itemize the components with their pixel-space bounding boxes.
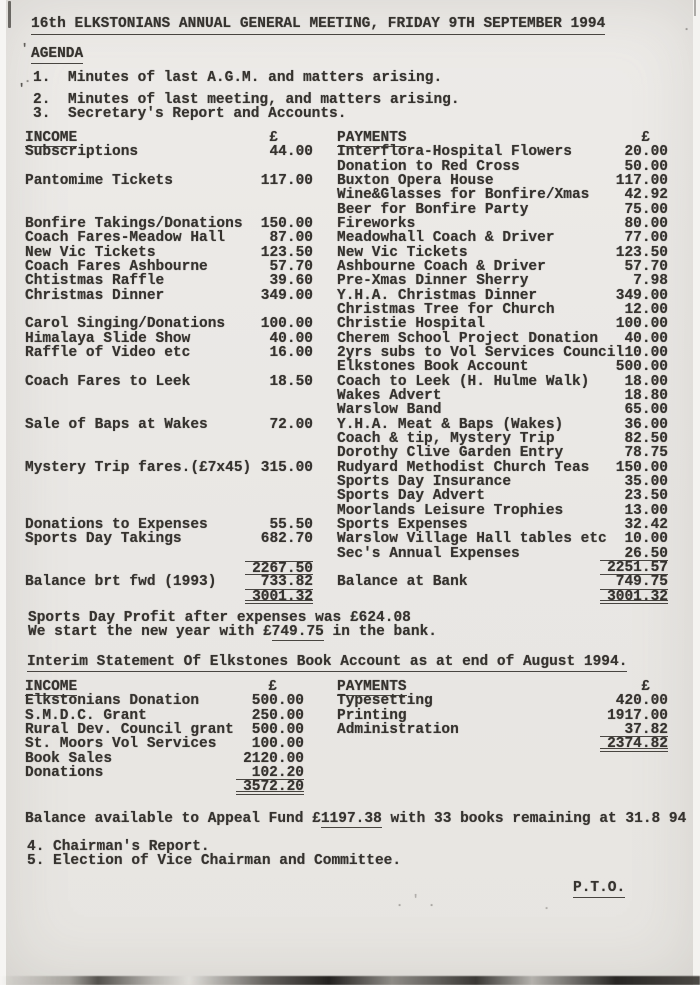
- payment-item-label: Ashbourne Coach & Driver: [337, 258, 546, 275]
- agenda-item-text: Minutes of last A.G.M. and matters arising.: [68, 70, 443, 86]
- income-item-amount: [245, 203, 313, 217]
- payment-item-label: New Vic Tickets: [337, 244, 468, 261]
- payment-item-amount: 7.98: [633, 273, 668, 290]
- scan-edge-right: [693, 0, 700, 985]
- scan-noise-mark: .: [683, 20, 691, 34]
- payment-item-amount: 1917.00: [607, 707, 668, 724]
- income-item-amount: 500.00: [251, 693, 304, 710]
- scan-noise-mark: ': [18, 82, 26, 96]
- income-heading: INCOME: [25, 679, 78, 695]
- income-item-amount: 55.50: [269, 516, 313, 533]
- ledger-row: [25, 547, 668, 561]
- agenda-item-number: 2.: [33, 91, 51, 108]
- payment-item-amount: 78.75: [624, 445, 668, 462]
- ledger-row: [25, 504, 668, 518]
- payment-item-amount: 65.00: [624, 402, 668, 419]
- payment-item-amount: [600, 780, 668, 794]
- payment-item-amount: 77.00: [624, 230, 668, 247]
- payment-item-label: Christmas Tree for Church: [337, 301, 555, 318]
- page-title: 16th ELKSTONIANS ANNUAL GENERAL MEETING, FRIDAY 9TH SEPTEMBER 1994: [31, 16, 605, 35]
- income-item-amount: 102.20: [236, 766, 304, 780]
- income-item-amount: [245, 360, 313, 374]
- payment-item-label: Interflora-Hospital Flowers: [337, 144, 572, 161]
- agenda-item-text: Secretary's Report and Accounts.: [68, 106, 347, 123]
- income-item-amount: 250.00: [251, 707, 304, 724]
- ledger-row: [25, 575, 668, 589]
- agenda-item-number: 5.: [27, 853, 45, 870]
- ledger-row: [25, 752, 668, 766]
- income-item-amount: 87.00: [269, 230, 313, 247]
- agenda-item-number: 3.: [33, 106, 51, 123]
- appeal-fund-balance-line: Balance available to Appeal Fund £1197.38 with 33 books remaining at 31.8 94: [25, 811, 687, 827]
- payment-item-label: Y.H.A. Meat & Baps (Wakes): [337, 416, 564, 433]
- income-item-amount: 44.00: [269, 144, 313, 161]
- payment-item-amount: 18.00: [624, 373, 668, 390]
- ledger-row: [25, 461, 668, 475]
- agm-accounts-ledger: [25, 131, 668, 604]
- income-item-amount: 733.82: [245, 575, 313, 589]
- payment-item-label: Cherem School Project Donation: [337, 330, 599, 347]
- payments-heading: PAYMENTS: [337, 679, 407, 695]
- scan-noise-mark: .: [24, 72, 32, 86]
- payment-item-label: Moorlands Leisure Trophies: [337, 502, 564, 519]
- ledger-row: [25, 694, 668, 708]
- income-item-label: Christmas Dinner: [25, 287, 165, 304]
- payment-item-amount: 37.82: [600, 723, 668, 737]
- agenda-heading: AGENDA: [31, 46, 84, 62]
- payment-item-amount: 42.92: [624, 187, 668, 204]
- ledger-row: [25, 532, 668, 546]
- payment-item-label: Coach & tip, Mystery Trip: [337, 430, 555, 447]
- income-item-label: Himalaya Slide Show: [25, 330, 191, 347]
- payment-item-amount: 10.00: [624, 531, 668, 548]
- payment-item-amount: 500.00: [615, 359, 668, 376]
- ledger-row: [25, 446, 668, 460]
- payment-item-amount: 18.80: [624, 387, 668, 404]
- payment-item-label: Warslow Village Hall tables etc: [337, 531, 607, 548]
- agenda-item-number: 4.: [27, 839, 45, 855]
- income-item-label: Sports Day Takings: [25, 531, 182, 548]
- currency-symbol-income: £: [268, 679, 277, 695]
- payment-item-label: Meadowhall Coach & Driver: [337, 230, 555, 247]
- payment-item-label: Christie Hospital: [337, 316, 485, 333]
- payment-item-label: Sec's Annual Expenses: [337, 545, 520, 562]
- income-item-amount: 150.00: [260, 215, 313, 232]
- income-item-label: Coach Fares to Leek: [25, 373, 191, 390]
- income-item-label: Pantomime Tickets: [25, 172, 173, 189]
- payment-item-label: Dorothy Clive Garden Entry: [337, 445, 564, 462]
- payment-item-amount: 26.50: [600, 547, 668, 561]
- income-item-amount: [245, 188, 313, 202]
- payment-item-label: Y.H.A. Christmas Dinner: [337, 287, 538, 304]
- income-item-label: Donations: [25, 764, 104, 781]
- scan-noise-mark: .: [428, 896, 436, 910]
- payment-item-amount: 36.00: [624, 416, 668, 433]
- payment-item-label: Pre-Xmas Dinner Sherry: [337, 273, 529, 290]
- payment-item-amount: 50.00: [624, 158, 668, 175]
- income-item-label: Bonfire Takings/Donations: [25, 215, 243, 232]
- payment-item-amount: [600, 766, 668, 780]
- income-item-amount: [245, 504, 313, 518]
- payments-heading: PAYMENTS: [337, 130, 407, 146]
- income-item-amount: 39.60: [269, 273, 313, 290]
- payment-item-label: Printing: [337, 707, 407, 724]
- interim-statement-heading: Interim Statement Of Elkstones Book Account as at end of August 1994.: [27, 654, 628, 670]
- payment-item-label: Elkstones Book Account: [337, 359, 529, 376]
- bank-balance-line: We start the new year with £749.75 in the bank.: [28, 624, 437, 641]
- payment-item-label: 2yrs subs to Vol Services Council: [337, 344, 625, 361]
- ledger-row: [25, 203, 668, 217]
- payment-item-amount: 20.00: [624, 144, 668, 161]
- payment-item-label: Balance at Bank: [337, 574, 468, 591]
- income-item-amount: 2120.00: [243, 750, 304, 767]
- income-item-label: Coach Fares Ashbourne: [25, 258, 208, 275]
- agenda-item: [33, 71, 460, 85]
- income-item-amount: 117.00: [260, 172, 313, 189]
- payment-item-label: Administration: [337, 721, 459, 738]
- ledger-row: [25, 766, 668, 780]
- payment-item-amount: 3001.32: [600, 590, 668, 604]
- income-item-amount: [245, 403, 313, 417]
- payment-item-label: Wakes Advert: [337, 387, 442, 404]
- payment-item-amount: 349.00: [615, 287, 668, 304]
- income-item-label: St. Moors Vol Services: [25, 736, 217, 753]
- income-item-label: Elkstonians Donation: [25, 693, 200, 710]
- income-item-amount: 315.00: [260, 459, 313, 476]
- payment-item-label: Beer for Bonfire Party: [337, 201, 529, 218]
- scan-noise-mark: ': [412, 893, 420, 907]
- payment-item-label: Coach to Leek (H. Hulme Walk): [337, 373, 590, 390]
- payment-item-amount: 82.50: [624, 430, 668, 447]
- currency-symbol-income: £: [269, 130, 278, 146]
- scan-noise-mark: ': [21, 42, 29, 56]
- payment-item-amount: 123.50: [615, 244, 668, 261]
- sports-profit-note: [28, 611, 437, 640]
- payment-item-label: Fireworks: [337, 215, 416, 232]
- ledger-row: [25, 188, 668, 202]
- ledger-row: [25, 317, 668, 331]
- payment-item-amount: 2374.82: [600, 737, 668, 751]
- income-item-amount: [245, 489, 313, 503]
- agenda-item-list-continued: [27, 840, 401, 869]
- income-item-label: Carol Singing/Donations: [25, 316, 226, 333]
- payment-item-label: Rudyard Methodist Church Teas: [337, 459, 590, 476]
- income-item-label: Raffle of Video etc: [25, 344, 191, 361]
- ledger-row: [25, 489, 668, 503]
- income-item-amount: 3572.20: [236, 780, 304, 794]
- ledger-row: [25, 375, 668, 389]
- income-item-label: Rural Dev. Council grant: [25, 721, 234, 738]
- payment-item-label: Sports Expenses: [337, 516, 468, 533]
- appeal-fund-amount: 1197.38: [320, 811, 382, 827]
- income-item-amount: 16.00: [269, 344, 313, 361]
- payment-item-amount: 32.42: [624, 516, 668, 533]
- agenda-item-number: 1.: [33, 70, 51, 86]
- income-item-amount: 2267.50: [245, 561, 313, 575]
- agenda-item: [33, 107, 460, 121]
- income-item-label: Chtistmas Raffle: [25, 273, 165, 290]
- agenda-item-text: Election of Vice Chairman and Committee.: [53, 853, 402, 870]
- income-item-amount: [245, 160, 313, 174]
- book-account-ledger: [25, 680, 668, 795]
- scan-edge-bottom: [0, 976, 700, 985]
- income-item-label: Book Sales: [25, 750, 113, 767]
- income-item-amount: [245, 389, 313, 403]
- income-item-label: Balance brt fwd (1993): [25, 574, 217, 591]
- income-item-amount: 40.00: [269, 330, 313, 347]
- ledger-row: [25, 231, 668, 245]
- payment-item-amount: 13.00: [624, 502, 668, 519]
- income-item-amount: 18.50: [269, 373, 313, 390]
- payment-item-amount: 100.00: [615, 316, 668, 333]
- ledger-row: [25, 590, 668, 604]
- payment-item-amount: 23.50: [624, 488, 668, 505]
- income-item-amount: [245, 547, 313, 561]
- income-item-label: S.M.D.C. Grant: [25, 707, 147, 724]
- sports-profit-line: Sports Day Profit after expenses was £624.08: [28, 610, 411, 626]
- payment-item-amount: [600, 752, 668, 766]
- payment-item-amount: 117.00: [615, 172, 668, 189]
- agenda-item: [33, 93, 460, 107]
- income-item-amount: [245, 446, 313, 460]
- income-item-amount: 349.00: [260, 287, 313, 304]
- scan-edge-mark: [694, 0, 696, 16]
- income-item-label: Coach Fares-Meadow Hall: [25, 230, 226, 247]
- payment-item-amount: 10.00: [624, 344, 668, 361]
- payment-item-label: Buxton Opera House: [337, 172, 494, 189]
- income-heading: INCOME: [25, 130, 78, 146]
- currency-symbol-payments: £: [641, 679, 650, 695]
- income-item-label: Mystery Trip fares.(£7x45): [25, 459, 252, 476]
- payment-item-amount: 420.00: [615, 693, 668, 710]
- scan-corner-mark: [8, 1, 11, 28]
- payment-item-amount: 150.00: [615, 459, 668, 476]
- agenda-item-text: Minutes of last meeting, and matters arising.: [68, 91, 460, 108]
- income-item-amount: [245, 432, 313, 446]
- payment-item-amount: 40.00: [624, 330, 668, 347]
- payment-item-label: Sports Day Insurance: [337, 473, 512, 490]
- income-item-label: Donations to Expenses: [25, 516, 208, 533]
- ledger-row: [25, 403, 668, 417]
- agenda-item: [27, 854, 401, 868]
- income-item-amount: 57.70: [269, 258, 313, 275]
- ledger-row: [25, 274, 668, 288]
- payment-item-label: Typesetting: [337, 693, 433, 710]
- ledger-row: [25, 709, 668, 723]
- payment-item-amount: 35.00: [624, 473, 668, 490]
- income-item-amount: 3001.32: [245, 590, 313, 604]
- income-item-amount: 72.00: [269, 416, 313, 433]
- income-item-label: Subscriptions: [25, 144, 139, 161]
- ledger-row: [25, 160, 668, 174]
- ledger-row: [25, 780, 668, 794]
- payment-item-amount: 57.70: [624, 258, 668, 275]
- payment-item-amount: 80.00: [624, 215, 668, 232]
- payment-item-amount: 749.75: [600, 575, 668, 589]
- income-item-label: Sale of Baps at Wakes: [25, 416, 208, 433]
- income-item-label: New Vic Tickets: [25, 244, 156, 261]
- income-item-amount: 500.00: [251, 721, 304, 738]
- pto-note: P.T.O.: [573, 880, 626, 896]
- ledger-row: [25, 737, 668, 751]
- payment-item-amount: 75.00: [624, 201, 668, 218]
- payment-item-amount: 2251.57: [600, 561, 668, 575]
- ledger-row: [25, 246, 668, 260]
- scan-edge-left: [0, 0, 6, 985]
- payment-item-amount: 12.00: [624, 301, 668, 318]
- income-item-amount: [245, 475, 313, 489]
- income-item-amount: 123.50: [260, 244, 313, 261]
- bank-balance-amount: 749.75: [271, 624, 324, 641]
- agenda-item-list: [33, 71, 460, 121]
- payment-item-label: Warslow Band: [337, 402, 442, 419]
- ledger-row: [25, 289, 668, 303]
- ledger-row: [25, 332, 668, 346]
- payment-item-label: Sports Day Advert: [337, 488, 485, 505]
- payment-item-label: Donation to Red Cross: [337, 158, 520, 175]
- payment-item-label: Wine&Glasses for Bonfire/Xmas: [337, 187, 590, 204]
- income-item-amount: 100.00: [260, 316, 313, 333]
- scan-noise-mark: .: [543, 899, 551, 913]
- income-item-amount: 682.70: [260, 531, 313, 548]
- ledger-row: [25, 360, 668, 374]
- agenda-item-text: Chairman's Report.: [53, 839, 210, 855]
- ledger-row: [25, 418, 668, 432]
- scan-noise-mark: .: [396, 896, 404, 910]
- currency-symbol-payments: £: [641, 130, 650, 146]
- income-item-amount: 100.00: [251, 736, 304, 753]
- ledger-row: [25, 145, 668, 159]
